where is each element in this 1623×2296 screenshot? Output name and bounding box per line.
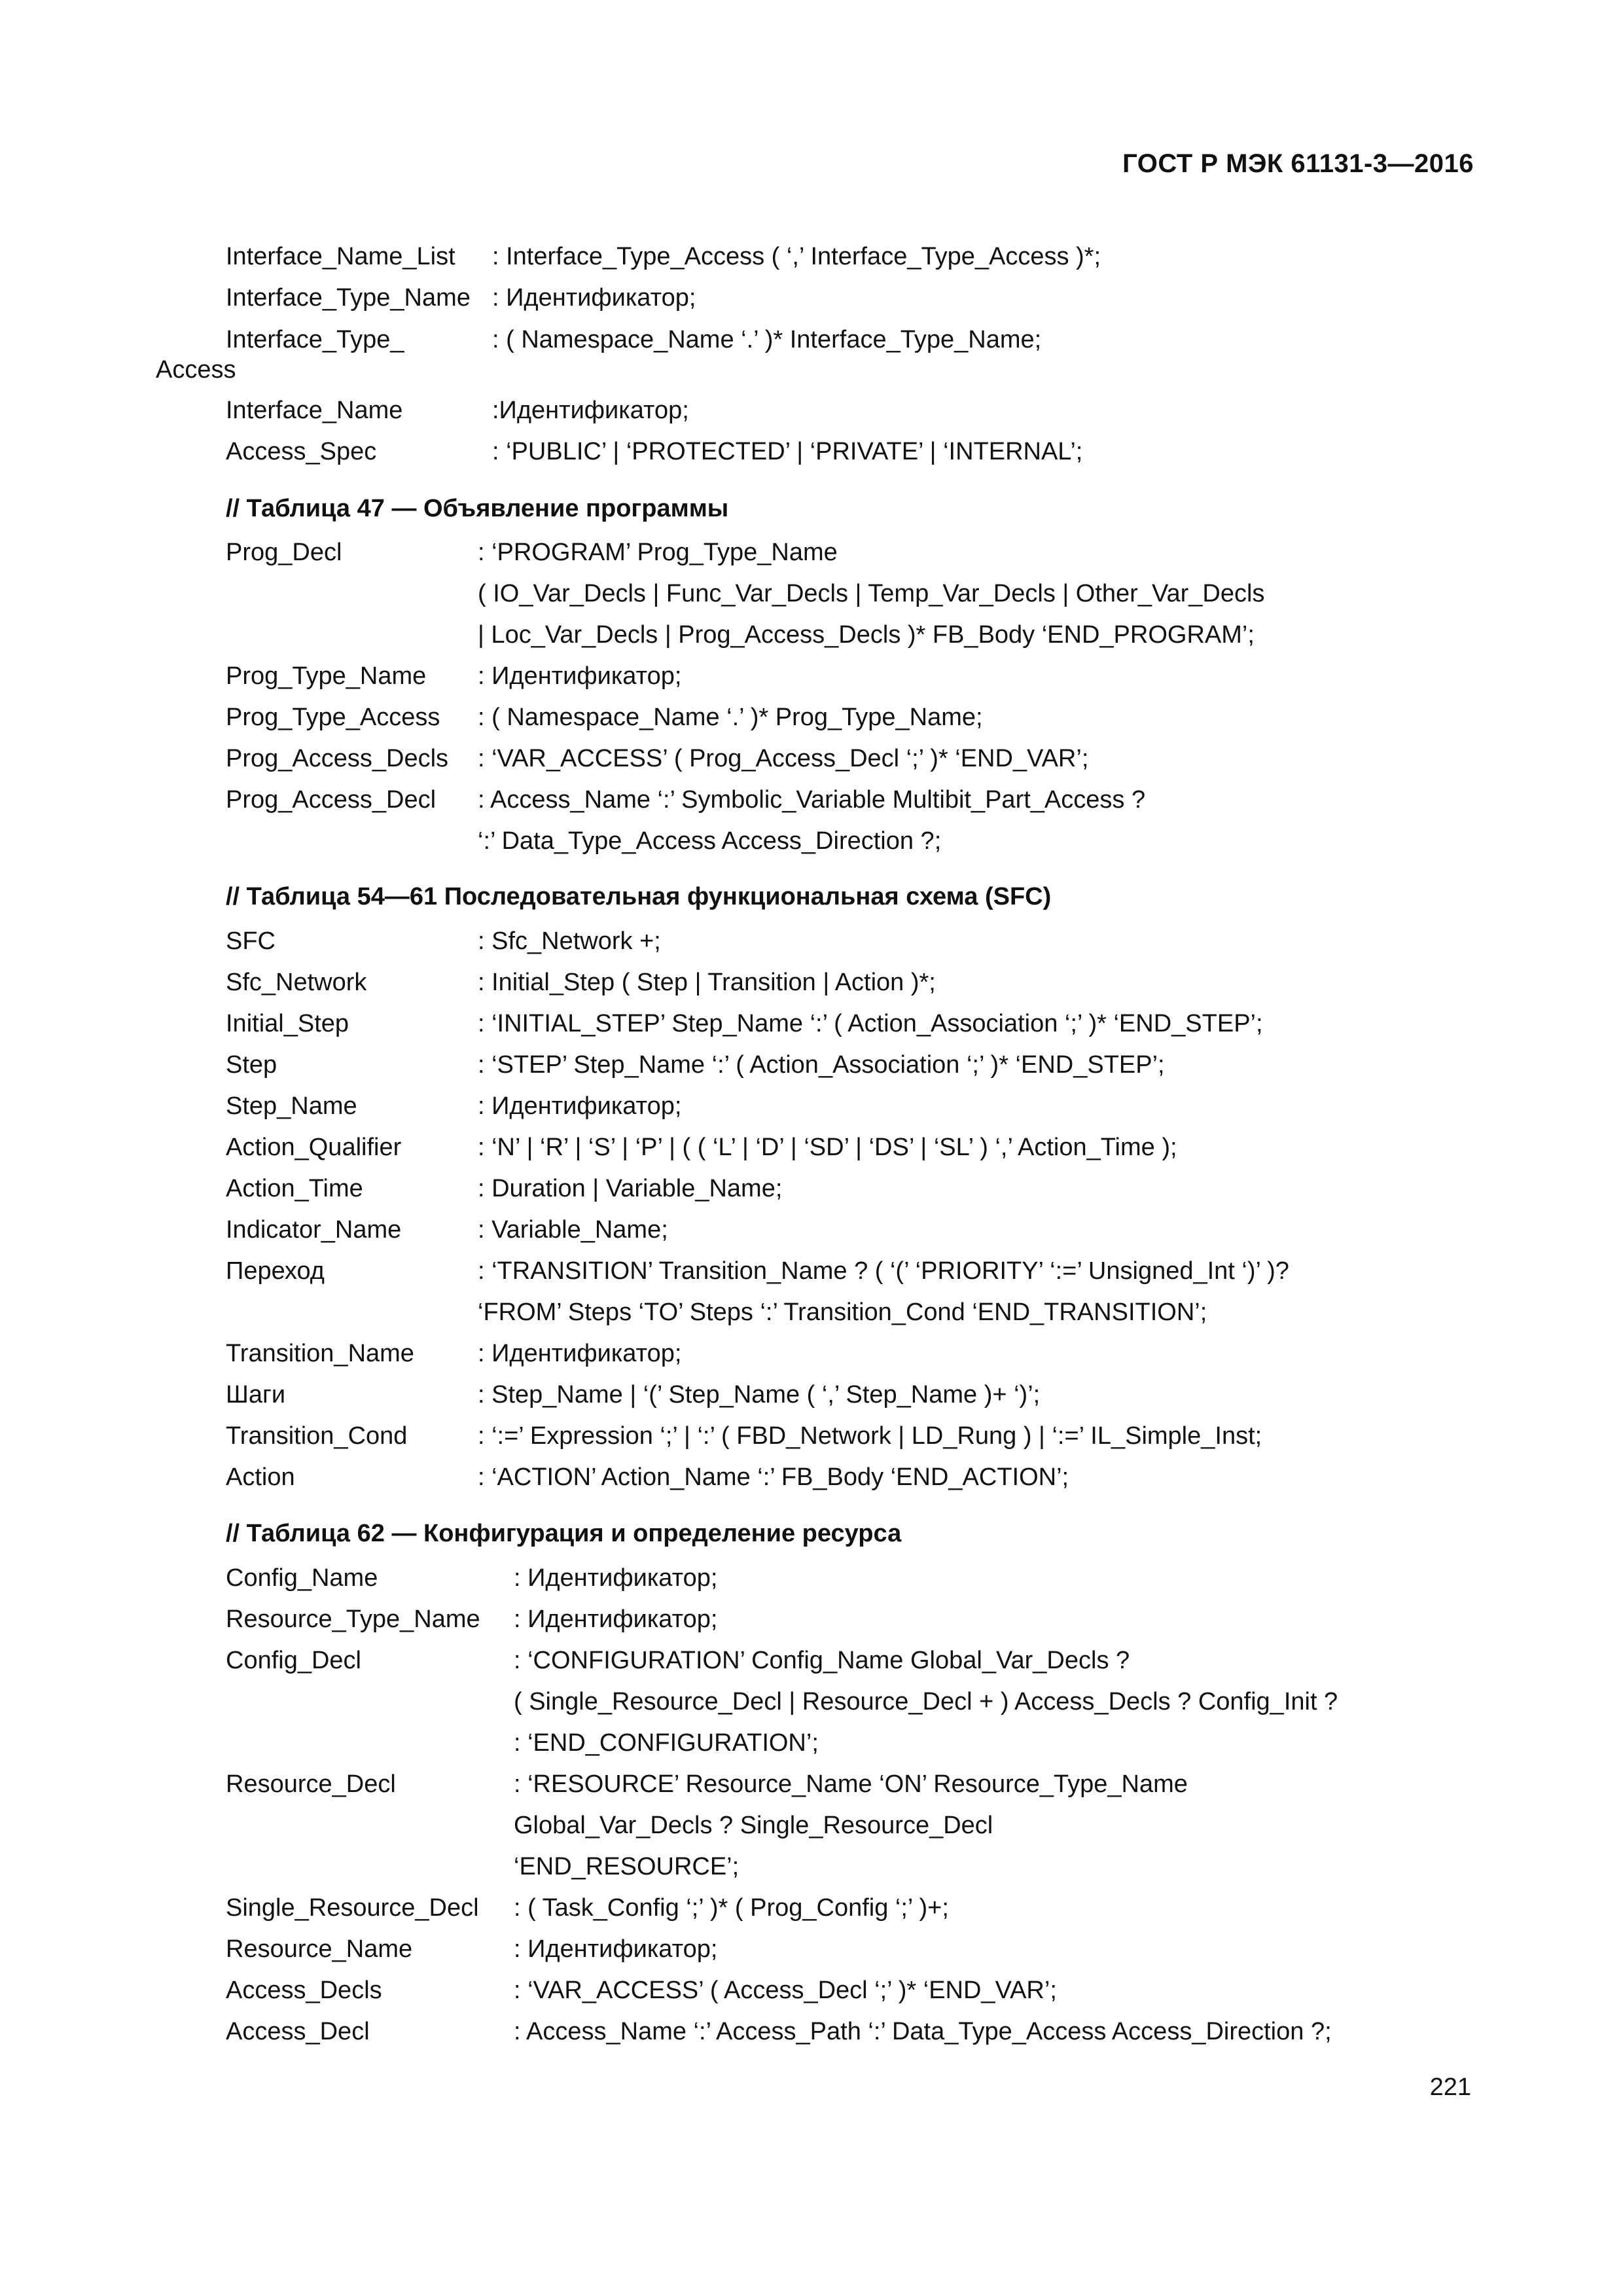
grammar-rule-line bbox=[0, 1457, 1623, 1498]
grammar-rule-line bbox=[0, 1888, 1623, 1928]
rule-definition: : ( Namespace_Name ‘.’ )* Prog_Type_Name; bbox=[478, 704, 983, 731]
rule-definition: : ‘STEP’ Step_Name ‘:’ ( Action_Association ‘;’ )* ‘END_STEP’; bbox=[478, 1051, 1165, 1079]
grammar-rule-line bbox=[0, 1003, 1623, 1044]
rule-definition: : Access_Name ‘:’ Symbolic_Variable Multibit_Part_Access ? bbox=[478, 786, 1146, 814]
rule-definition: : ‘N’ | ‘R’ | ‘S’ | ‘P’ | ( ( ‘L’ | ‘D’ | ‘SD’ | ‘DS’ | ‘SL’ ) ‘,’ Action_Time ); bbox=[478, 1134, 1177, 1161]
rule-definition: : Variable_Name; bbox=[478, 1216, 668, 1244]
running-header: ГОСТ Р МЭК 61131-3—2016 bbox=[1122, 149, 1474, 178]
rule-definition: : ( Namespace_Name ‘.’ )* Interface_Type_Name; bbox=[492, 326, 1042, 353]
rule-term: Interface_Type_Name bbox=[226, 284, 471, 312]
rule-term: Action bbox=[226, 1463, 295, 1491]
grammar-rule-line bbox=[0, 1210, 1623, 1250]
rule-term: Resource_Type_Name bbox=[226, 1605, 480, 1633]
grammar-rule-line bbox=[0, 1640, 1623, 1681]
rule-definition: : ‘END_CONFIGURATION’; bbox=[514, 1729, 819, 1757]
rule-term: Sfc_Network bbox=[226, 969, 367, 996]
section-caption: // Таблица 47 — Объявление программы bbox=[226, 495, 729, 522]
rule-definition: : ‘VAR_ACCESS’ ( Access_Decl ‘;’ )* ‘END_VAR’; bbox=[514, 1977, 1057, 2004]
rule-term: Шаги bbox=[226, 1381, 286, 1408]
rule-definition: : Initial_Step ( Step | Transition | Action )*; bbox=[478, 969, 936, 996]
rule-term: Config_Decl bbox=[226, 1647, 361, 1674]
rule-term: Step_Name bbox=[226, 1092, 357, 1120]
grammar-rule-line bbox=[0, 1558, 1623, 1598]
rule-definition: : ‘TRANSITION’ Transition_Name ? ( ‘(’ ‘PRIORITY’ ‘:=’ Unsigned_Int ‘)’ )? bbox=[478, 1257, 1289, 1285]
grammar-rule-line bbox=[0, 573, 1623, 614]
grammar-rule-line bbox=[0, 1764, 1623, 1804]
grammar-rule-line bbox=[0, 738, 1623, 779]
grammar-rule-line bbox=[0, 697, 1623, 738]
grammar-rule-line bbox=[0, 1599, 1623, 1640]
rule-term: Indicator_Name bbox=[226, 1216, 402, 1244]
rule-definition: : ‘:=’ Expression ‘;’ | ‘:’ ( FBD_Network | LD_Rung ) | ‘:=’ IL_Simple_Inst; bbox=[478, 1422, 1262, 1450]
grammar-rule-line bbox=[0, 431, 1623, 472]
grammar-rule-line bbox=[0, 780, 1623, 820]
rule-definition: : ( Task_Config ‘;’ )* ( Prog_Config ‘;’ )+; bbox=[514, 1894, 949, 1922]
rule-term: Resource_Name bbox=[226, 1935, 413, 1963]
grammar-rule-line bbox=[0, 1681, 1623, 1722]
rule-definition: : Duration | Variable_Name; bbox=[478, 1175, 783, 1202]
grammar-rule-line bbox=[0, 390, 1623, 431]
rule-term: Initial_Step bbox=[226, 1010, 349, 1037]
grammar-rule-line bbox=[0, 1045, 1623, 1085]
grammar-rule-line bbox=[0, 1333, 1623, 1374]
rule-term: Single_Resource_Decl bbox=[226, 1894, 479, 1922]
rule-term: Config_Name bbox=[226, 1564, 378, 1592]
grammar-rule-line bbox=[0, 1970, 1623, 2011]
rule-definition: ‘:’ Data_Type_Access Access_Direction ?; bbox=[478, 827, 942, 855]
grammar-rule-line bbox=[0, 1127, 1623, 1168]
rule-definition: Global_Var_Decls ? Single_Resource_Decl bbox=[514, 1812, 993, 1839]
rule-definition: : Идентификатор; bbox=[514, 1935, 718, 1963]
rule-term-continuation: Access bbox=[156, 356, 236, 384]
grammar-rule-line bbox=[0, 656, 1623, 696]
rule-term: Step bbox=[226, 1051, 277, 1079]
rule-term: Переход bbox=[226, 1257, 325, 1285]
rule-definition: ( Single_Resource_Decl | Resource_Decl + ) Access_Decls ? Config_Init ? bbox=[514, 1688, 1338, 1715]
grammar-rule-line bbox=[0, 236, 1623, 277]
rule-definition: : ‘RESOURCE’ Resource_Name ‘ON’ Resource_Type_Name bbox=[514, 1770, 1188, 1798]
rule-definition: : Идентификатор; bbox=[478, 1092, 682, 1120]
rule-definition: : ‘PUBLIC’ | ‘PROTECTED’ | ‘PRIVATE’ | ‘INTERNAL’; bbox=[492, 438, 1083, 465]
grammar-rule-line bbox=[0, 278, 1623, 318]
grammar-rule-line bbox=[0, 1086, 1623, 1126]
grammar-rule-line bbox=[0, 962, 1623, 1003]
grammar-rule-line bbox=[0, 1292, 1623, 1333]
rule-term: Prog_Type_Name bbox=[226, 662, 427, 690]
rule-definition: : ‘VAR_ACCESS’ ( Prog_Access_Decl ‘;’ )* ‘END_VAR’; bbox=[478, 745, 1089, 772]
rule-term: Transition_Cond bbox=[226, 1422, 408, 1450]
rule-definition: ( IO_Var_Decls | Func_Var_Decls | Temp_Var_Decls | Other_Var_Decls bbox=[478, 580, 1265, 607]
rule-term: Interface_Name_List bbox=[226, 243, 455, 270]
rule-term: Prog_Decl bbox=[226, 539, 342, 566]
grammar-rule-line bbox=[0, 1929, 1623, 1969]
rule-term: Interface_Name bbox=[226, 397, 403, 424]
rule-definition: | Loc_Var_Decls | Prog_Access_Decls )* FB_Body ‘END_PROGRAM’; bbox=[478, 621, 1255, 649]
rule-term: Access_Decls bbox=[226, 1977, 382, 2004]
section-caption: // Таблица 54—61 Последовательная функциональная схема (SFC) bbox=[226, 883, 1052, 910]
section-caption-table-62 bbox=[0, 1513, 1623, 1554]
rule-definition: : Идентификатор; bbox=[514, 1605, 718, 1633]
grammar-rule-line bbox=[0, 1846, 1623, 1887]
grammar-rule-line bbox=[0, 921, 1623, 961]
rule-term: SFC bbox=[226, 927, 276, 955]
grammar-rule-line bbox=[0, 2011, 1623, 2052]
rule-definition: : ‘CONFIGURATION’ Config_Name Global_Var_Decls ? bbox=[514, 1647, 1130, 1674]
grammar-rule-line-wrap bbox=[0, 350, 1623, 390]
grammar-rule-line bbox=[0, 1251, 1623, 1291]
rule-definition: ‘FROM’ Steps ‘TO’ Steps ‘:’ Transition_Cond ‘END_TRANSITION’; bbox=[478, 1299, 1207, 1326]
rule-definition: ‘END_RESOURCE’; bbox=[514, 1853, 740, 1880]
rule-definition: : Идентификатор; bbox=[514, 1564, 718, 1592]
rule-term: Action_Qualifier bbox=[226, 1134, 402, 1161]
section-caption-table-54-61 bbox=[0, 876, 1623, 917]
rule-definition: : Interface_Type_Access ( ‘,’ Interface_Type_Access )*; bbox=[492, 243, 1101, 270]
grammar-rule-line bbox=[0, 1723, 1623, 1763]
grammar-rule-line bbox=[0, 1374, 1623, 1415]
rule-term: Access_Spec bbox=[226, 438, 377, 465]
rule-term: Access_Decl bbox=[226, 2018, 370, 2045]
rule-definition: : Access_Name ‘:’ Access_Path ‘:’ Data_Type_Access Access_Direction ?; bbox=[514, 2018, 1332, 2045]
rule-term: Interface_Type_ bbox=[226, 326, 404, 353]
rule-definition: :Идентификатор; bbox=[492, 397, 689, 424]
rule-definition: : ‘INITIAL_STEP’ Step_Name ‘:’ ( Action_Association ‘;’ )* ‘END_STEP’; bbox=[478, 1010, 1263, 1037]
grammar-rule-line bbox=[0, 1416, 1623, 1456]
rule-definition: : Идентификатор; bbox=[478, 662, 682, 690]
rule-definition: : Идентификатор; bbox=[478, 1340, 682, 1367]
rule-definition: : Step_Name | ‘(’ Step_Name ( ‘,’ Step_Name )+ ‘)’; bbox=[478, 1381, 1041, 1408]
rule-term: Action_Time bbox=[226, 1175, 363, 1202]
rule-definition: : ‘ACTION’ Action_Name ‘:’ FB_Body ‘END_ACTION’; bbox=[478, 1463, 1069, 1491]
rule-term: Prog_Access_Decl bbox=[226, 786, 437, 814]
grammar-rule-line bbox=[0, 1805, 1623, 1846]
grammar-rule-line bbox=[0, 532, 1623, 573]
section-caption-table-47 bbox=[0, 488, 1623, 529]
rule-term: Transition_Name bbox=[226, 1340, 414, 1367]
rule-definition: : ‘PROGRAM’ Prog_Type_Name bbox=[478, 539, 838, 566]
section-caption: // Таблица 62 — Конфигурация и определение ресурса bbox=[226, 1520, 902, 1547]
rule-definition: : Идентификатор; bbox=[492, 284, 696, 312]
page-number: 221 bbox=[1429, 2073, 1471, 2101]
grammar-rule-line bbox=[0, 615, 1623, 655]
rule-definition: : Sfc_Network +; bbox=[478, 927, 661, 955]
grammar-rule-line bbox=[0, 1168, 1623, 1209]
rule-term: Prog_Access_Decls bbox=[226, 745, 449, 772]
grammar-rule-line bbox=[0, 821, 1623, 861]
rule-term: Prog_Type_Access bbox=[226, 704, 440, 731]
rule-term: Resource_Decl bbox=[226, 1770, 396, 1798]
